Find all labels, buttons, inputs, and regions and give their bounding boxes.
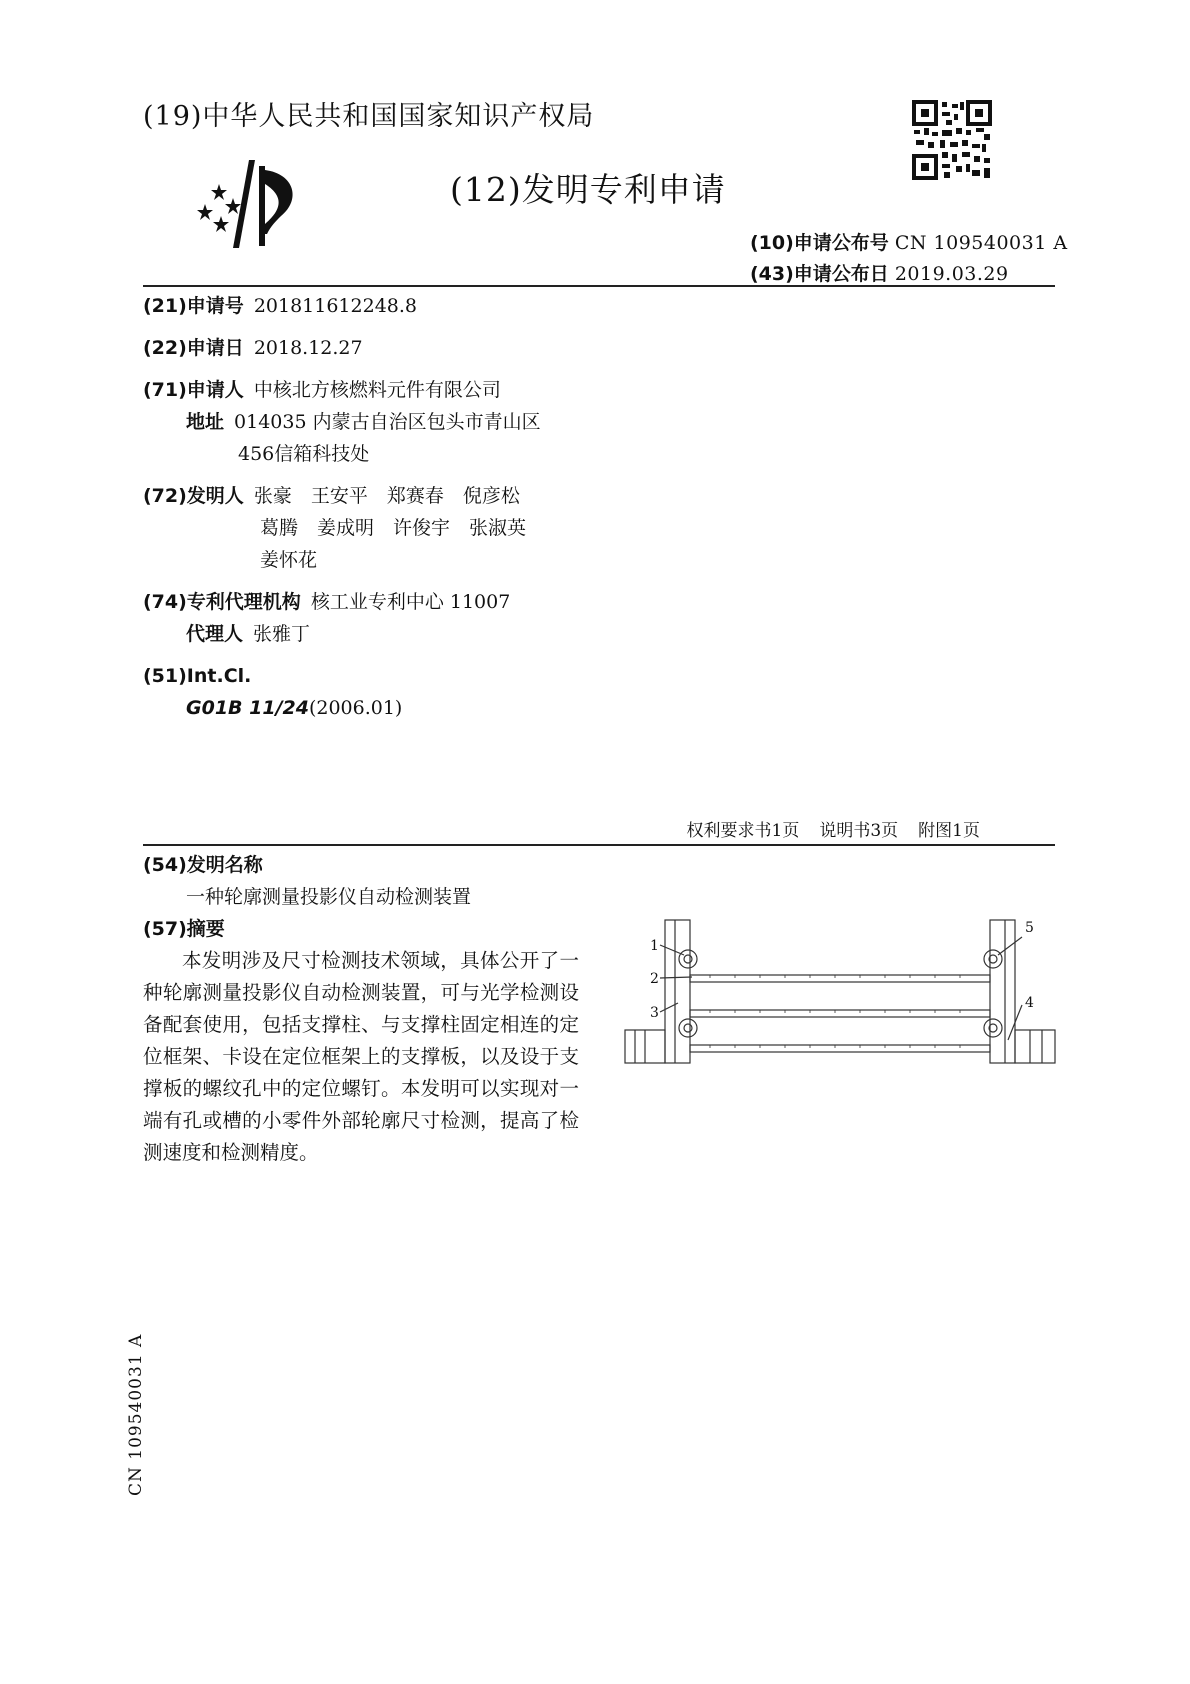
issuing-authority: (19)中华人民共和国国家知识产权局	[143, 101, 595, 132]
title-divider	[143, 844, 1055, 846]
document-type: (12)发明专利申请	[450, 170, 726, 209]
applicant-label: (71)申请人	[143, 379, 244, 401]
address-line-2: 456信箱科技处	[238, 443, 370, 465]
agency-label: (74)专利代理机构	[143, 591, 301, 613]
application-date-label: (22)申请日	[143, 337, 244, 359]
drawings-pages: 附图1页	[918, 821, 980, 841]
application-number-row	[143, 290, 417, 322]
applicant: 中核北方核燃料元件有限公司	[253, 379, 501, 401]
publication-date: 2019.03.29	[894, 263, 1009, 285]
application-date: 2018.12.27	[253, 337, 363, 359]
figure-label-4: 4	[1025, 995, 1034, 1011]
publication-number: CN 109540031 A	[894, 232, 1068, 254]
inventors-line-2: 葛腾 姜成明 许俊宇 张淑英	[260, 517, 527, 539]
title-label: (54)发明名称	[143, 854, 263, 876]
publication-date-row	[750, 259, 1009, 286]
figure-label-1: 1	[650, 938, 659, 954]
application-date-row	[143, 332, 363, 364]
agent: 张雅丁	[253, 623, 311, 645]
page-counts	[667, 816, 980, 841]
abstract-figure	[620, 915, 1060, 1075]
agent-label: 代理人	[186, 623, 244, 645]
agency-row	[143, 586, 510, 618]
application-number: 201811612248.8	[253, 295, 418, 317]
abstract-text: 本发明涉及尺寸检测技术领域，具体公开了一种轮廓测量投影仪自动检测装置，可与光学检测设备配套使用，包括支撑柱、与支撑柱固定相连的定位框架、卡设在定位框架上的支撑板，以及设于支撑板的螺纹孔中的定位螺钉。本发明可以实现对一端有孔或槽的小零件外部轮廓尺寸检测，提高了检测速度和检测精度。	[143, 949, 579, 1164]
address-row	[186, 406, 541, 438]
publication-number-label: (10)申请公布号	[750, 232, 889, 254]
abstract-label-row	[143, 913, 225, 945]
title-label-row	[143, 849, 263, 881]
description-pages: 说明书3页	[819, 821, 899, 841]
qr-code-icon	[912, 100, 992, 180]
address-label: 地址	[186, 411, 225, 433]
agent-row	[186, 618, 310, 650]
invention-title: 一种轮廓测量投影仪自动检测装置	[186, 886, 472, 908]
agency: 核工业专利中心 11007	[310, 591, 511, 613]
inventors-line-1: 张豪 王安平 郑赛春 倪彦松	[253, 485, 520, 507]
inventors-line-3: 姜怀花	[260, 549, 318, 571]
side-publication-code: CN 109540031 A	[126, 1333, 146, 1496]
application-number-label: (21)申请号	[143, 295, 244, 317]
intcl-classification	[186, 692, 402, 724]
claims-pages: 权利要求书1页	[686, 821, 800, 841]
intcl-code: G01B 11/24	[186, 697, 309, 719]
intcl-version: (2006.01)	[308, 697, 403, 719]
address-line-1: 014035 内蒙古自治区包头市青山区	[234, 411, 541, 433]
inventors-label: (72)发明人	[143, 485, 244, 507]
inventors-row	[143, 480, 520, 512]
figure-label-5: 5	[1025, 920, 1034, 936]
publication-date-label: (43)申请公布日	[750, 263, 889, 285]
publication-number-row	[750, 228, 1068, 255]
header-divider	[143, 285, 1055, 287]
intcl-label: (51)Int.Cl.	[143, 665, 252, 687]
figure-label-3: 3	[650, 1005, 659, 1021]
applicant-row	[143, 374, 501, 406]
cnipa-logo-icon	[195, 160, 315, 252]
abstract-label: (57)摘要	[143, 918, 225, 940]
intcl-row	[143, 660, 251, 692]
figure-label-2: 2	[650, 971, 659, 987]
